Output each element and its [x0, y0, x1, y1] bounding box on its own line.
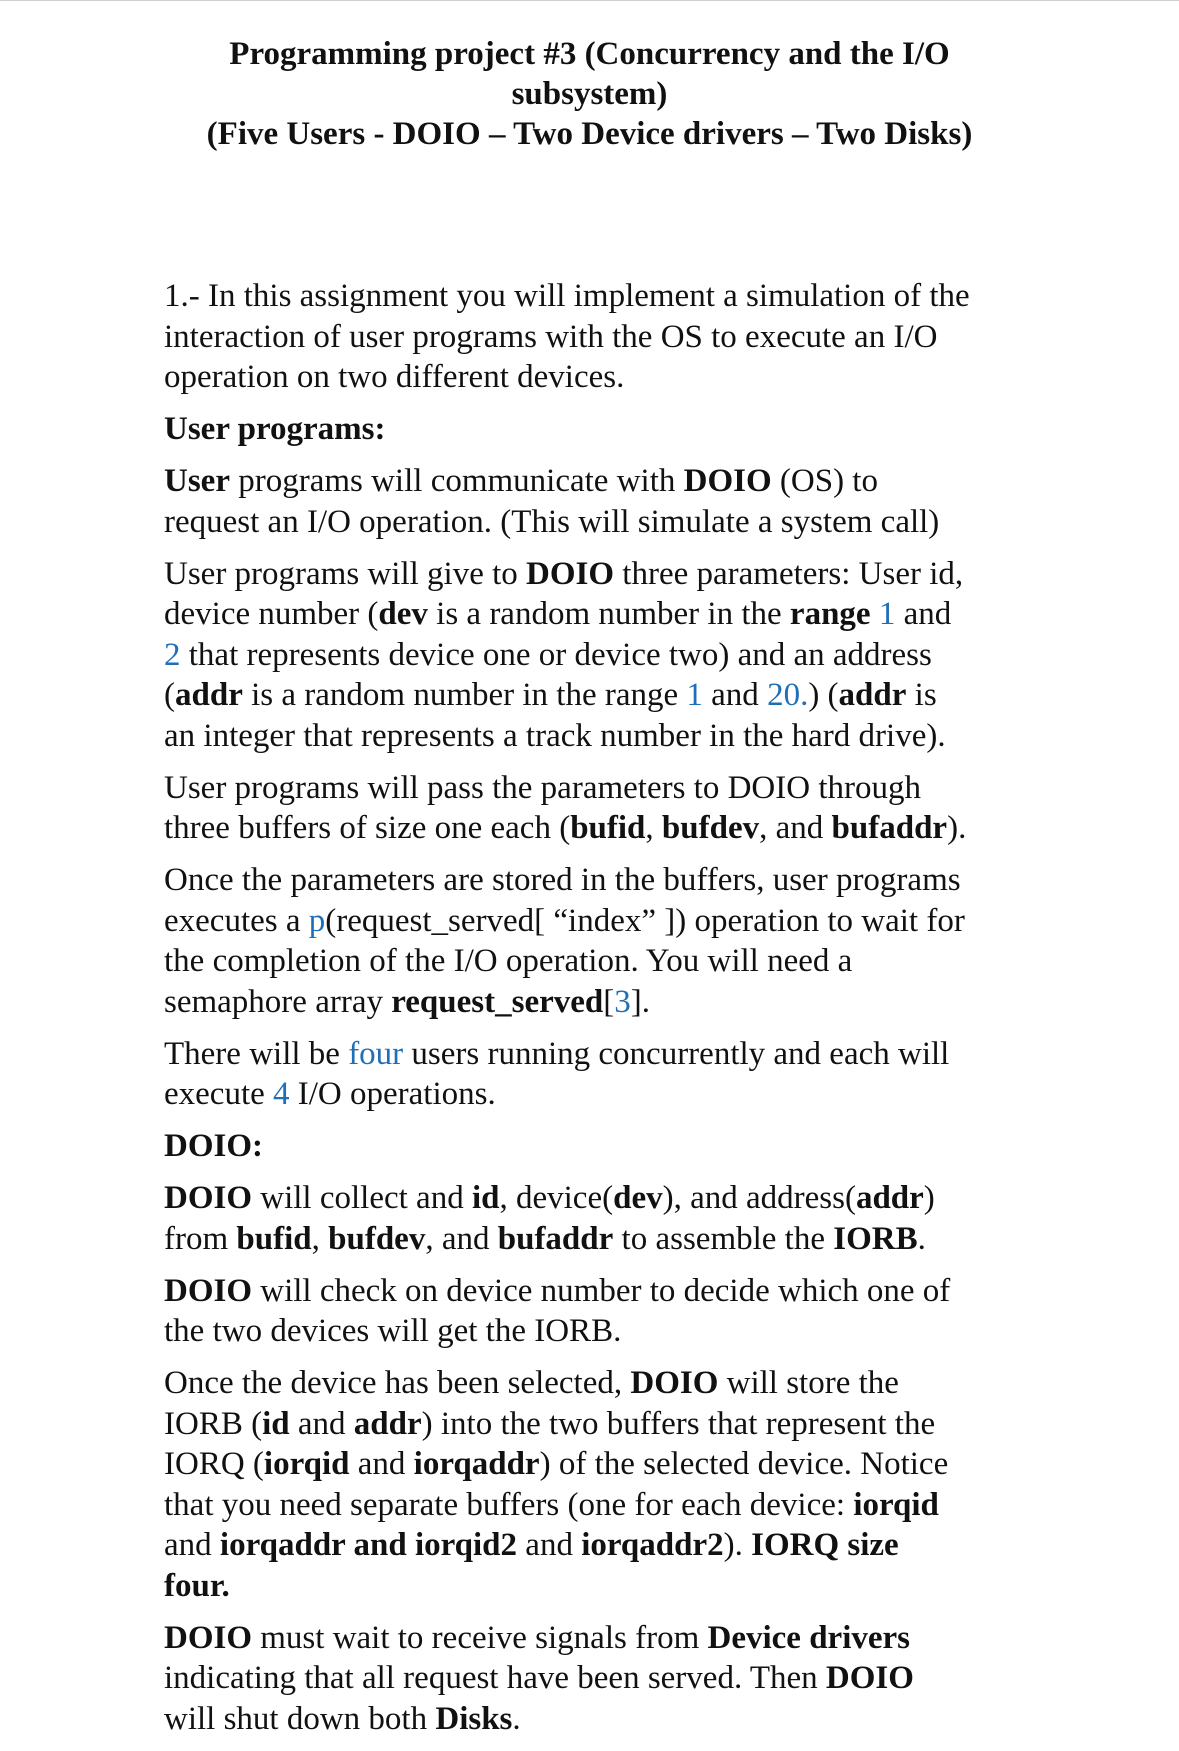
text-line	[164, 461, 1064, 502]
bold-term: DOIO	[526, 555, 615, 592]
text-line	[164, 901, 1064, 942]
intro-line-3: operation on two different devices.	[164, 359, 625, 395]
text-line	[164, 1404, 1064, 1445]
text-run: ,	[645, 810, 662, 846]
text-line	[164, 1219, 1064, 1260]
text-run: users running concurrently and each will	[403, 1035, 950, 1072]
bold-term: IORB	[833, 1220, 918, 1257]
bold-term: addr	[175, 677, 243, 713]
text-run: that represents device one or device two) and an address	[180, 636, 932, 673]
text-run	[871, 596, 879, 632]
bold-term: bufaddr	[831, 810, 948, 846]
bold-term: addr	[855, 1180, 924, 1216]
intro-line-1: 1.- In this assignment you will implement a simulation of the	[164, 278, 970, 314]
text-line	[164, 675, 1064, 716]
text-run: , and	[759, 810, 832, 846]
text-line: Once the parameters are stored in the buffers, user programs	[164, 862, 961, 898]
text-line	[164, 1034, 1064, 1075]
number-highlight: 20.	[767, 677, 809, 713]
page-title	[0, 34, 1179, 154]
text-line	[164, 1566, 1064, 1607]
title-line-1: Programming project #3 (Concurrency and the I/O	[229, 36, 950, 72]
text-run: device number (	[164, 596, 379, 632]
bold-term: DOIO	[164, 1619, 253, 1656]
bold-term: four.	[164, 1567, 230, 1604]
bold-term: dev	[613, 1180, 663, 1216]
bold-term: IORQ size	[751, 1527, 899, 1563]
bold-term: iorqaddr2	[581, 1527, 724, 1563]
text-run: (request_served[ “index” ]) operation to wait for	[325, 902, 965, 939]
text-line	[164, 1363, 1064, 1404]
text-run: three parameters: User id,	[614, 555, 964, 592]
p-operation-highlight: p	[308, 902, 326, 939]
text-line: an integer that represents a track number in the hard drive).	[164, 717, 946, 754]
bold-term: addr	[353, 1405, 422, 1442]
bold-term: DOIO	[164, 1180, 253, 1216]
bold-term: iorqaddr	[413, 1446, 540, 1482]
text-run: .	[917, 1220, 926, 1257]
text-run: will shut down both	[164, 1700, 436, 1737]
text-run: ) into the two buffers that represent the	[421, 1405, 936, 1442]
text-run: and	[517, 1527, 582, 1563]
text-run: )	[923, 1180, 935, 1216]
text-run: There will be	[164, 1035, 349, 1072]
text-line	[164, 1618, 1064, 1659]
number-highlight: 2	[164, 636, 181, 673]
bold-term: DOIO	[825, 1660, 914, 1696]
text-run: ) (	[808, 677, 839, 713]
text-line	[164, 554, 1064, 595]
doio-paragraph-3	[164, 1363, 1064, 1606]
user-programs-paragraph-2	[164, 554, 1064, 757]
intro-paragraph	[164, 276, 1064, 398]
text-run: , and	[425, 1220, 498, 1257]
top-rule	[0, 0, 1179, 1]
text-line	[164, 1525, 1064, 1566]
text-run: User programs will give to	[164, 555, 527, 592]
text-run: and	[349, 1446, 414, 1482]
text-line	[164, 1658, 1064, 1699]
bold-term: iorqid	[263, 1446, 350, 1482]
bold-term: DOIO	[683, 463, 772, 499]
bold-term: DOIO	[630, 1365, 719, 1401]
doio-paragraph-2	[164, 1271, 1064, 1352]
text-run: ].	[630, 983, 650, 1020]
doio-heading: DOIO:	[164, 1128, 263, 1164]
text-run: ,	[311, 1220, 329, 1257]
text-line: the two devices will get the IORB.	[164, 1313, 622, 1349]
bold-term: range	[789, 596, 871, 632]
user-programs-paragraph-4	[164, 860, 1064, 1022]
bold-term: User	[164, 463, 230, 499]
doio-paragraph-1	[164, 1178, 1064, 1259]
bold-term: request_served	[391, 983, 604, 1020]
text-line	[164, 1699, 1064, 1740]
text-run: .	[512, 1700, 521, 1737]
text-run: indicating that all request have been served. Then	[164, 1660, 826, 1696]
text-run: and	[164, 1527, 220, 1563]
user-programs-paragraph-1	[164, 461, 1064, 542]
bold-term: bufid	[236, 1220, 312, 1257]
bold-term: dev	[378, 596, 428, 632]
text-run: to assemble the	[613, 1220, 834, 1257]
bold-term: addr	[838, 677, 907, 713]
text-run: IORB (	[164, 1405, 263, 1442]
bold-term: Device drivers	[707, 1619, 910, 1656]
text-run: I/O operations.	[289, 1076, 496, 1112]
text-line	[164, 982, 1064, 1023]
text-run: will collect and	[252, 1180, 472, 1216]
intro-line-2: interaction of user programs with the OS to execute an I/O	[164, 318, 938, 355]
text-line	[164, 1074, 1064, 1115]
number-highlight: 4	[273, 1076, 290, 1112]
text-run: from	[164, 1220, 237, 1257]
text-line	[164, 635, 1064, 676]
number-highlight: 1	[686, 677, 703, 713]
text-line	[164, 1485, 1064, 1526]
text-line	[164, 594, 1064, 635]
doio-paragraph-4	[164, 1618, 1064, 1740]
bold-term: iorqaddr and iorqid2	[219, 1527, 518, 1563]
text-run: (	[164, 677, 175, 713]
text-run: [	[603, 983, 615, 1020]
bold-term: id	[471, 1180, 500, 1216]
number-highlight: 3	[614, 983, 631, 1020]
text-run: three buffers of size one each (	[164, 810, 571, 846]
text-run: is a random number in the	[427, 596, 790, 632]
text-run: ).	[947, 810, 967, 846]
bold-term: bufaddr	[497, 1220, 614, 1257]
bold-term: DOIO	[164, 1272, 253, 1309]
text-run: and	[702, 677, 768, 713]
bold-term: bufdev	[661, 810, 760, 846]
user-programs-paragraph-5	[164, 1034, 1064, 1115]
title-line-2: subsystem)	[511, 76, 668, 112]
text-run: will check on device number to decide which one of	[252, 1272, 951, 1309]
text-run: is	[906, 677, 937, 713]
text-run: ).	[723, 1527, 752, 1563]
text-line: the completion of the I/O operation. You will need a	[164, 943, 853, 979]
text-run: ) of the selected device. Notice	[539, 1446, 949, 1482]
text-run: and	[289, 1405, 354, 1442]
bold-term: bufdev	[328, 1220, 426, 1257]
text-run: will store the	[718, 1365, 899, 1401]
text-run: , device(	[499, 1180, 614, 1216]
bold-term: iorqid	[853, 1486, 939, 1523]
text-run: (OS) to	[771, 463, 878, 499]
text-line	[164, 1271, 1064, 1312]
text-line	[164, 1178, 1064, 1219]
number-highlight: 1	[878, 596, 896, 632]
user-programs-paragraph-3	[164, 768, 1064, 849]
user-programs-heading: User programs:	[164, 411, 386, 447]
text-run: Once the device has been selected,	[164, 1365, 631, 1401]
text-run: must wait to receive signals from	[252, 1619, 708, 1656]
text-run: IORQ (	[164, 1446, 264, 1482]
text-run: that you need separate buffers (one for each device:	[164, 1486, 854, 1523]
text-line: User programs will pass the parameters to DOIO through	[164, 769, 921, 806]
bold-term: Disks	[435, 1700, 513, 1737]
text-line	[164, 1444, 1064, 1485]
document-body	[164, 276, 1064, 1751]
text-run: ), and address(	[662, 1180, 856, 1216]
number-highlight: four	[348, 1035, 404, 1072]
title-line-3: (Five Users - DOIO – Two Device drivers – Two Disks)	[206, 116, 973, 152]
text-run: semaphore array	[164, 983, 392, 1020]
text-run: and	[895, 596, 952, 632]
text-run: execute	[164, 1076, 274, 1112]
text-run: programs will communicate with	[229, 463, 684, 499]
text-run: executes a	[164, 902, 309, 939]
bold-term: bufid	[570, 810, 646, 846]
text-run: is a random number in the range	[242, 677, 687, 713]
text-line: request an I/O operation. (This will simulate a system call)	[164, 503, 940, 540]
text-line	[164, 808, 1064, 849]
bold-term: id	[262, 1405, 290, 1442]
